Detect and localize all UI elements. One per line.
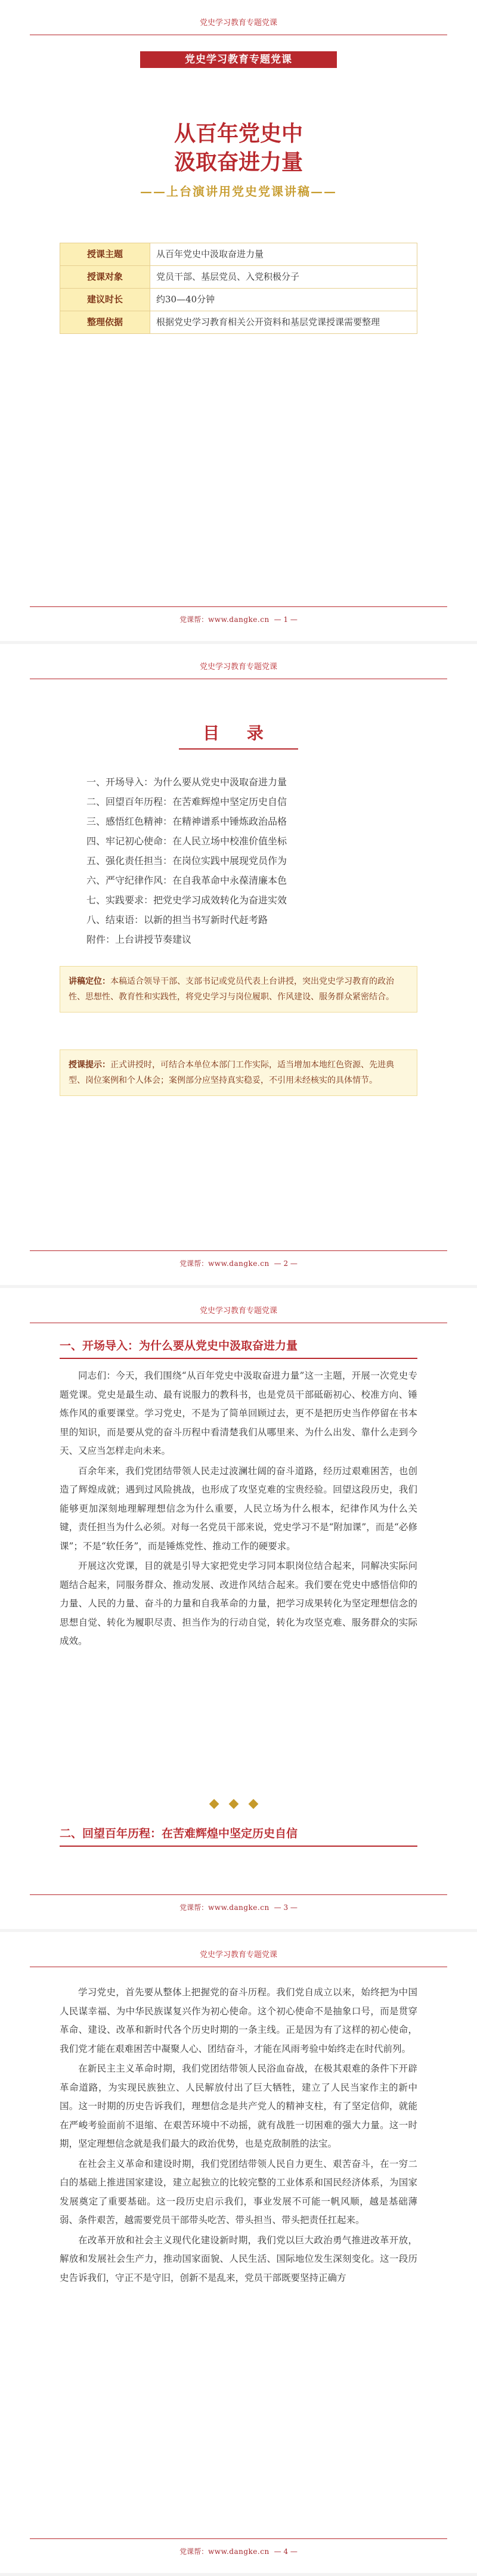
toc-item[interactable]: 附件：上台讲授节奏建议 [86, 934, 192, 945]
section-2-body [60, 1983, 417, 2289]
info-row [60, 311, 417, 334]
note-text: 正式讲授时，可结合本单位本部门工作实际，适当增加本地红色资源、先进典型、岗位案例和个人体会；案例部分应坚持真实稳妥，不引用未经核实的具体情节。 [69, 1060, 394, 1085]
toc-item[interactable]: 一、开场导入：为什么要从党史中汲取奋进力量 [86, 776, 287, 788]
info-value: 约30—40分钟 [150, 289, 417, 311]
note-label: 授课提示： [69, 1060, 110, 1070]
page-number: — 2 — [274, 1259, 298, 1268]
page-header: 党史学习教育专题党课 [30, 1305, 447, 1323]
cover-subtitle: ——上台演讲用党史党课讲稿—— [140, 184, 337, 199]
page-header: 党史学习教育专题党课 [30, 1949, 447, 1967]
page-cover [0, 0, 477, 641]
page-footer [30, 1894, 447, 1912]
page-number: — 4 — [274, 2547, 298, 2556]
info-row [60, 266, 417, 289]
footer-label: 党课帮： [179, 1903, 209, 1912]
paragraph: 开展这次党课，目的就是引导大家把党史学习同本职岗位结合起来，同解决实际问题结合起来，同服务群众、推动发展、改进作风结合起来。我们要在党史中感悟信仰的力量、人民的力量、奋斗的力量和自我革命的力量，把学习成果转化为坚定理想信念的思想自觉、转化为履职尽责、担当作为的行动自觉，转化为攻坚克难、服务群众的实际成效。 [60, 1561, 417, 1646]
page-number: — 3 — [274, 1903, 298, 1912]
section-2-title: 二、回望百年历程：在苦难辉煌中坚定历史自信 [60, 1825, 417, 1847]
cover-title-line2: 汲取奋进力量 [174, 150, 303, 175]
cover-title-line1: 从百年党史中 [174, 121, 303, 146]
cover-title [0, 119, 477, 177]
footer-label: 党课帮： [179, 615, 209, 624]
paragraph: 同志们：今天，我们围绕“从百年党史中汲取奋进力量”这一主题，开展一次党史专题党课。党史是最生动、最有说服力的教科书，也是党员干部砥砺初心、校准方向、锤炼作风的重要课堂。学习党史，不是为了简单回顾过去，更不是把历史当作停留在书本里的知识，而是要从党的奋斗历程中看清楚我们从哪里来、为什么出发、靠什么走到今天、又应当怎样走向未来。 [60, 1370, 417, 1456]
toc-divider [179, 748, 298, 750]
paragraph: 在社会主义革命和建设时期，我们党团结带领人民自力更生、艰苦奋斗，在一穷二白的基础上推进国家建设，建立起独立的比较完整的工业体系和国民经济体系，为国家发展奠定了重要基础。这一段历史启示我们，事业发展不可能一帆风顺，越是基础薄弱、条件艰苦，越需要党员干部带头吃苦、带头担当、带头把责任扛起来。 [60, 2158, 417, 2225]
info-key: 授课对象 [60, 266, 150, 289]
page-footer [30, 2538, 447, 2556]
paragraph: 在新民主主义革命时期，我们党团结带领人民浴血奋战，在极其艰难的条件下开辟革命道路，为实现民族独立、人民解放付出了巨大牺牲，建立了人民当家作主的新中国。这一时期的历史告诉我们，理想信念是共产党人的精神支柱，有了坚定信仰，就能在严峻考验面前不退缩、在艰苦环境中不动摇，就有战胜一切困难的强大力量。这一时期，坚定理想信念就是我们最大的政治优势，也是克敌制胜的法宝。 [60, 2063, 417, 2149]
info-row [60, 243, 417, 266]
page-footer [30, 1250, 447, 1268]
page-toc [0, 644, 477, 1285]
page-three [0, 1288, 477, 1929]
toc-item[interactable]: 七、实践要求：把党史学习成效转化为奋进实效 [86, 894, 287, 906]
info-value: 根据党史学习教育相关公开资料和基层党课授课需要整理 [150, 311, 417, 334]
info-key: 整理依据 [60, 311, 150, 334]
paragraph: 学习党史，首先要从整体上把握党的奋斗历程。我们党自成立以来，始终把为中国人民谋幸福、为中华民族谋复兴作为初心使命。这个初心使命不是抽象口号，而是贯穿革命、建设、改革和新时代各个历史时期的一条主线。正是因为有了这样的初心使命，我们党才能在艰难困苦中凝聚人心、团结奋斗，才能在风雨考验中始终走在时代前列。 [60, 1987, 417, 2054]
footer-url[interactable]: www.dangke.cn [208, 1903, 270, 1912]
page-header: 党史学习教育专题党课 [30, 17, 447, 35]
footer-url[interactable]: www.dangke.cn [208, 1259, 270, 1268]
note-text: 本稿适合领导干部、支部书记或党员代表上台讲授，突出党史学习教育的政治性、思想性、教育性和实践性，将党史学习与岗位履职、作风建设、服务群众紧密结合。 [69, 977, 394, 1002]
section-1-body [60, 1367, 417, 1652]
page-four [0, 1932, 477, 2573]
course-info-table [60, 243, 417, 334]
toc-title: 目 录 [203, 723, 274, 743]
info-key: 建议时长 [60, 289, 150, 311]
toc-item[interactable]: 三、感悟红色精神：在精神谱系中锤炼政治品格 [86, 816, 287, 827]
page-number: — 1 — [274, 615, 298, 624]
section-1-title: 一、开场导入：为什么要从党史中汲取奋进力量 [60, 1337, 417, 1359]
toc-item[interactable]: 五、强化责任担当：在岗位实践中展现党员作为 [86, 855, 287, 866]
note-label: 讲稿定位： [69, 977, 110, 986]
footer-label: 党课帮： [179, 1259, 209, 1268]
paragraph: 在改革开放和社会主义现代化建设新时期，我们党以巨大政治勇气推进改革开放，解放和发展社会生产力，推动国家面貌、人民生活、国际地位发生深刻变化。这一段历史告诉我们，守正不是守旧，创新不是乱来，党员干部既要坚持正确方 [60, 2234, 417, 2283]
toc-item[interactable]: 八、结束语：以新的担当书写新时代赶考路 [86, 914, 268, 925]
info-row [60, 289, 417, 311]
note-positioning [60, 966, 417, 1013]
info-value: 党员干部、基层党员、入党积极分子 [150, 266, 417, 289]
footer-url[interactable]: www.dangke.cn [208, 2547, 270, 2556]
footer-url[interactable]: www.dangke.cn [208, 615, 270, 624]
toc-item[interactable]: 二、回望百年历程：在苦难辉煌中坚定历史自信 [86, 796, 287, 807]
page-footer [30, 606, 447, 624]
toc-item[interactable]: 六、严守纪律作风：在自我革命中永葆清廉本色 [86, 875, 287, 886]
cover-banner: 党史学习教育专题党课 [140, 51, 337, 68]
toc-item[interactable]: 四、牢记初心使命：在人民立场中校准价值坐标 [86, 835, 287, 847]
footer-label: 党课帮： [179, 2547, 209, 2556]
note-teaching-tips [60, 1049, 417, 1096]
info-key: 授课主题 [60, 243, 150, 266]
info-value: 从百年党史中汲取奋进力量 [150, 243, 417, 266]
page-header: 党史学习教育专题党课 [30, 661, 447, 679]
decorative-divider: ◆◆◆ [209, 1796, 268, 1811]
paragraph: 百余年来，我们党团结带领人民走过波澜壮阔的奋斗道路，经历过艰难困苦，也创造了辉煌成就；遇到过风险挑战，也形成了攻坚克难的宝贵经验。回望这段历史，我们能够更加深刻地理解理想信念为什么重要，人民立场为什么根本，纪律作风为什么关键，责任担当为什么必须。对每一名党员干部来说，党史学习不是“附加课”，而是“必修课”；不是“软任务”，而是锤炼党性、推动工作的硬要求。 [60, 1465, 417, 1552]
toc-list [86, 772, 417, 949]
